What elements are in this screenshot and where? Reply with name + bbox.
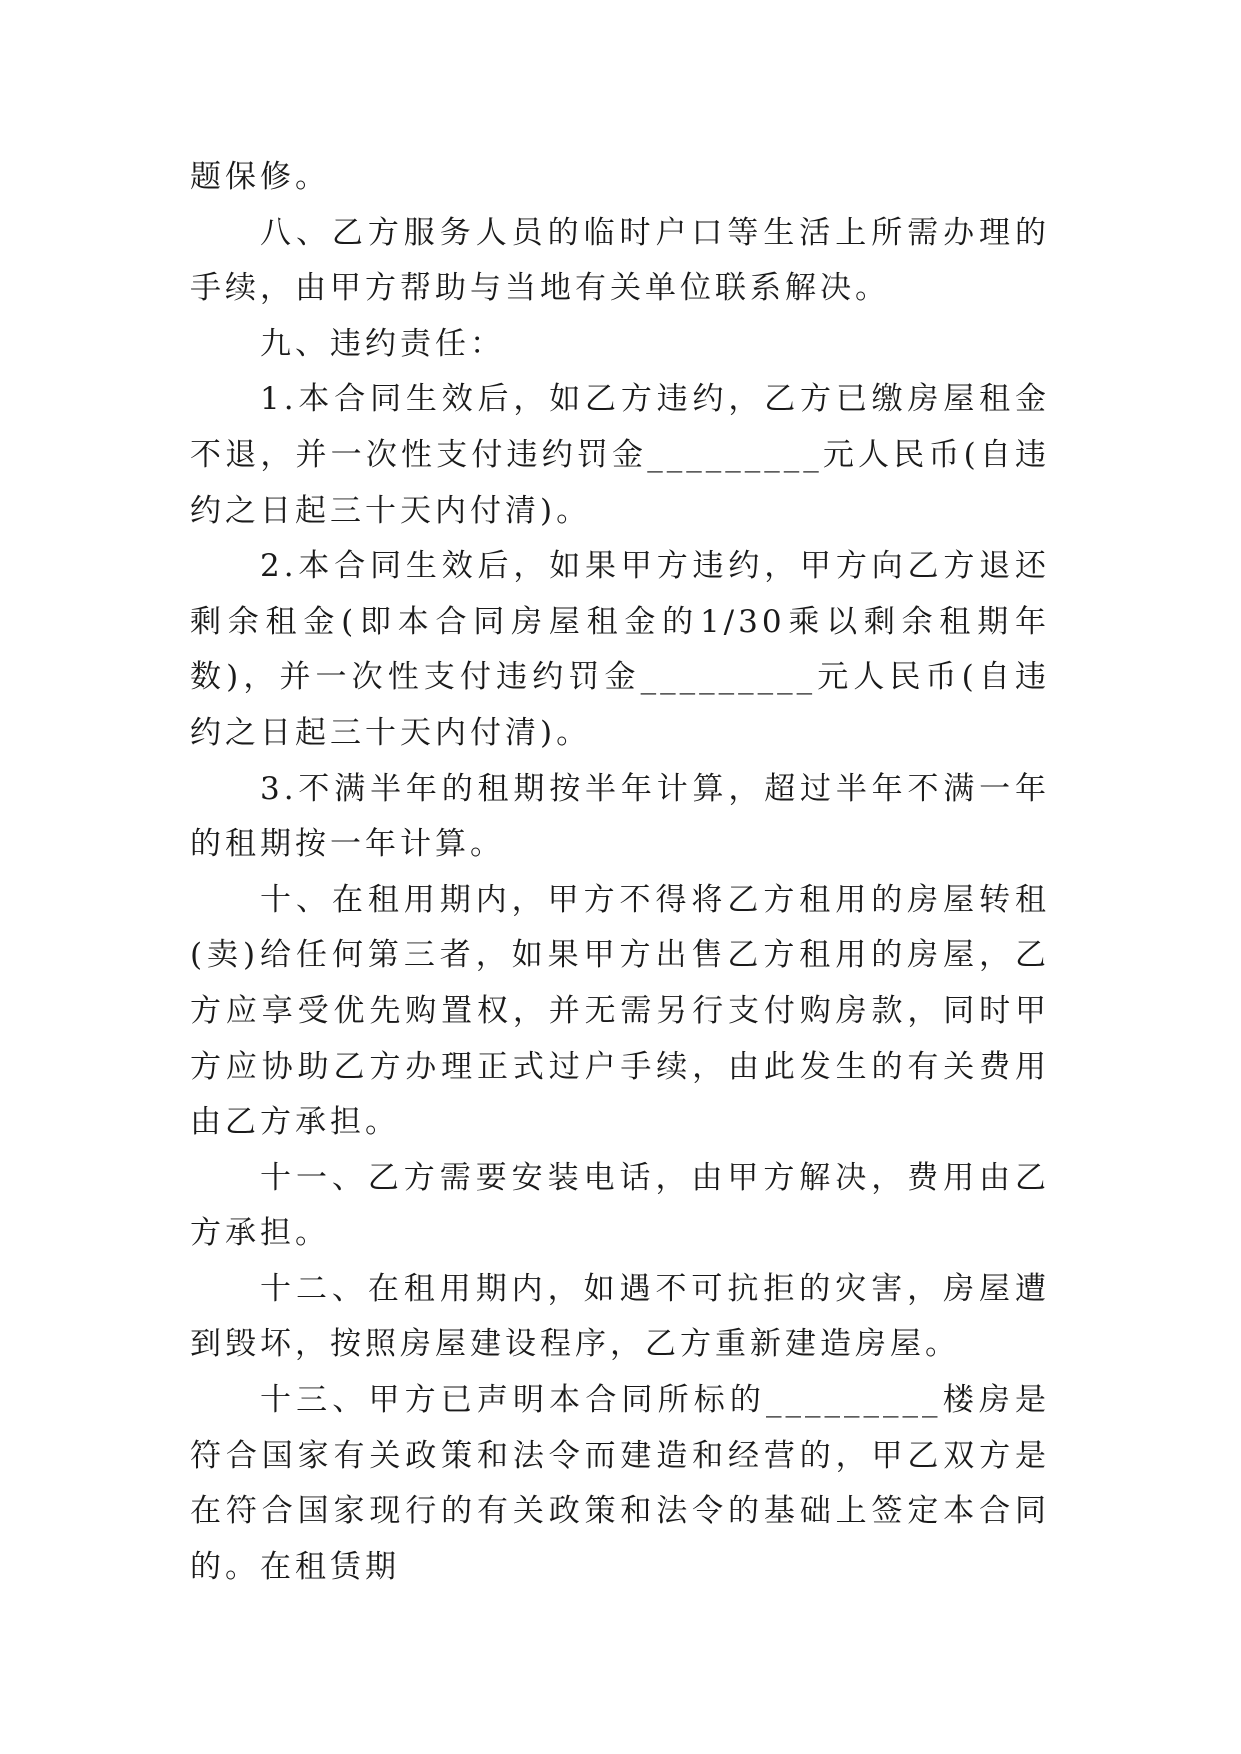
- paragraph-clause-11: 十一、乙方需要安装电话，由甲方解决，费用由乙方承担。: [190, 1159, 1050, 1252]
- paragraph-continuation: 题保修。: [190, 159, 330, 195]
- paragraph-clause-9-3: 3.不满半年的租期按半年计算，超过半年不满一年的租期按一年计算。: [190, 770, 1050, 863]
- paragraph-clause-13: 十三、甲方已声明本合同所标的_________楼房是符合国家有关政策和法令而建造和经营的，甲乙双方是在符合国家现行的有关政策和法令的基础上签定本合同的。在租赁期: [190, 1382, 1050, 1585]
- paragraph-clause-12: 十二、在租用期内，如遇不可抗拒的灾害，房屋遭到毁坏，按照房屋建设程序，乙方重新建造房屋。: [190, 1270, 1050, 1363]
- document-body: [190, 150, 1050, 1595]
- paragraph-clause-10: 十、在租用期内，甲方不得将乙方租用的房屋转租(卖)给任何第三者，如果甲方出售乙方租用的房屋，乙方应享受优先购置权，并无需另行支付购房款，同时甲方应协助乙方办理正式过户手续，由此发生的有关费用由乙方承担。: [190, 881, 1050, 1141]
- paragraph-clause-9-heading: 九、违约责任：: [260, 325, 505, 362]
- paragraph-clause-9-2: 2.本合同生效后，如果甲方违约，甲方向乙方退还剩余租金(即本合同房屋租金的1/30乘以剩余租期年数)，并一次性支付违约罚金_________元人民币(自违约之日起三十天内付清)。: [190, 548, 1050, 751]
- paragraph-clause-8: 八、乙方服务人员的临时户口等生活上所需办理的手续，由甲方帮助与当地有关单位联系解决。: [190, 214, 1050, 307]
- paragraph-clause-9-1: 1.本合同生效后，如乙方违约，乙方已缴房屋租金不退，并一次性支付违约罚金_________元人民币(自违约之日起三十天内付清)。: [190, 381, 1050, 529]
